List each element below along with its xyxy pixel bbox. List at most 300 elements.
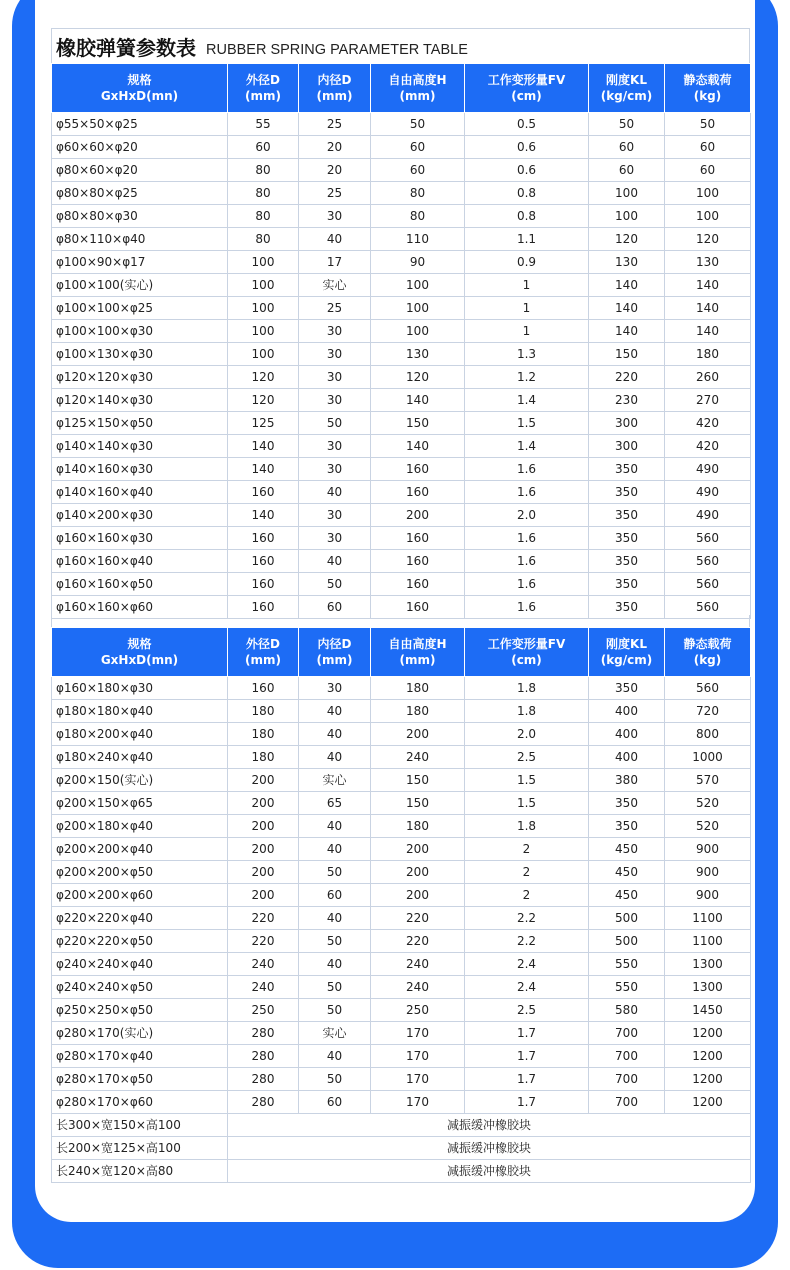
value-cell: 140: [371, 435, 465, 458]
value-cell: 140: [665, 297, 751, 320]
value-cell: 1300: [665, 953, 751, 976]
column-header: [228, 628, 299, 677]
value-cell: 140: [589, 320, 665, 343]
value-cell: 130: [665, 251, 751, 274]
value-cell: 400: [589, 723, 665, 746]
value-cell: 130: [589, 251, 665, 274]
table-row: [52, 113, 751, 136]
value-cell: 120: [665, 228, 751, 251]
description-cell: 减振缓冲橡胶块: [228, 1137, 751, 1160]
header-row: [52, 628, 751, 677]
value-cell: 2.2: [465, 930, 589, 953]
value-cell: 40: [299, 700, 371, 723]
value-cell: 140: [665, 274, 751, 297]
spec-cell: φ200×150(实心): [52, 769, 228, 792]
spec-cell: φ80×80×φ30: [52, 205, 228, 228]
table-row: [52, 297, 751, 320]
value-cell: 200: [228, 861, 299, 884]
value-cell: 实心: [299, 1022, 371, 1045]
value-cell: 120: [228, 389, 299, 412]
table-row: [52, 999, 751, 1022]
value-cell: 50: [665, 113, 751, 136]
value-cell: 100: [371, 297, 465, 320]
value-cell: 1100: [665, 930, 751, 953]
value-cell: 160: [371, 550, 465, 573]
value-cell: 700: [589, 1045, 665, 1068]
value-cell: 125: [228, 412, 299, 435]
value-cell: 160: [228, 550, 299, 573]
value-cell: 50: [299, 861, 371, 884]
spec-cell: φ140×160×φ30: [52, 458, 228, 481]
column-header-unit: (kg/cm): [600, 89, 653, 103]
value-cell: 1: [465, 297, 589, 320]
column-header-title: 刚度KL: [606, 637, 647, 651]
value-cell: 55: [228, 113, 299, 136]
value-cell: 560: [665, 550, 751, 573]
value-cell: 180: [371, 677, 465, 700]
spec-cell: φ125×150×φ50: [52, 412, 228, 435]
value-cell: 240: [371, 746, 465, 769]
value-cell: 40: [299, 746, 371, 769]
spec-cell: φ180×240×φ40: [52, 746, 228, 769]
value-cell: 60: [665, 159, 751, 182]
table-row: [52, 1022, 751, 1045]
value-cell: 200: [371, 504, 465, 527]
spec-cell: φ80×60×φ20: [52, 159, 228, 182]
value-cell: 1.6: [465, 596, 589, 619]
value-cell: 100: [228, 297, 299, 320]
value-cell: 30: [299, 504, 371, 527]
value-cell: 0.9: [465, 251, 589, 274]
value-cell: 60: [371, 136, 465, 159]
description-cell: 减振缓冲橡胶块: [228, 1160, 751, 1183]
spec-cell: φ160×160×φ60: [52, 596, 228, 619]
spec-cell: φ200×200×φ60: [52, 884, 228, 907]
table-row: [52, 228, 751, 251]
value-cell: 180: [371, 815, 465, 838]
spec-cell: φ200×200×φ40: [52, 838, 228, 861]
spec-cell: φ280×170×φ60: [52, 1091, 228, 1114]
value-cell: 400: [589, 700, 665, 723]
value-cell: 130: [371, 343, 465, 366]
value-cell: 700: [589, 1022, 665, 1045]
table-row: [52, 723, 751, 746]
value-cell: 40: [299, 723, 371, 746]
value-cell: 580: [589, 999, 665, 1022]
value-cell: 1300: [665, 976, 751, 999]
value-cell: 1.6: [465, 458, 589, 481]
table-row: [52, 769, 751, 792]
value-cell: 100: [228, 343, 299, 366]
table-row: [52, 792, 751, 815]
spec-cell: φ250×250×φ50: [52, 999, 228, 1022]
table-row: [52, 136, 751, 159]
value-cell: 240: [371, 953, 465, 976]
value-cell: 160: [228, 573, 299, 596]
value-cell: 1200: [665, 1022, 751, 1045]
value-cell: 140: [228, 435, 299, 458]
value-cell: 2.5: [465, 746, 589, 769]
value-cell: 300: [589, 435, 665, 458]
column-header-unit: (mm): [245, 89, 281, 103]
value-cell: 140: [589, 274, 665, 297]
value-cell: 50: [371, 113, 465, 136]
value-cell: 2.5: [465, 999, 589, 1022]
value-cell: 250: [371, 999, 465, 1022]
value-cell: 800: [665, 723, 751, 746]
value-cell: 1200: [665, 1068, 751, 1091]
table-row: [52, 953, 751, 976]
value-cell: 60: [228, 136, 299, 159]
table-row: [52, 251, 751, 274]
value-cell: 180: [665, 343, 751, 366]
value-cell: 170: [371, 1022, 465, 1045]
value-cell: 550: [589, 976, 665, 999]
value-cell: 20: [299, 136, 371, 159]
value-cell: 50: [299, 930, 371, 953]
value-cell: 100: [589, 182, 665, 205]
table-row: [52, 573, 751, 596]
column-header: [665, 64, 751, 113]
value-cell: 25: [299, 113, 371, 136]
spec-cell: φ200×150×φ65: [52, 792, 228, 815]
value-cell: 220: [371, 907, 465, 930]
spec-cell: φ80×110×φ40: [52, 228, 228, 251]
spec-cell: φ100×130×φ30: [52, 343, 228, 366]
value-cell: 100: [371, 274, 465, 297]
value-cell: 520: [665, 792, 751, 815]
table-row: [52, 1045, 751, 1068]
value-cell: 350: [589, 481, 665, 504]
value-cell: 0.5: [465, 113, 589, 136]
value-cell: 50: [299, 1068, 371, 1091]
value-cell: 160: [371, 458, 465, 481]
value-cell: 30: [299, 435, 371, 458]
table-row: [52, 366, 751, 389]
value-cell: 40: [299, 228, 371, 251]
value-cell: 0.6: [465, 159, 589, 182]
value-cell: 900: [665, 861, 751, 884]
value-cell: 17: [299, 251, 371, 274]
table-row: [52, 274, 751, 297]
value-cell: 1.6: [465, 527, 589, 550]
value-cell: 2: [465, 884, 589, 907]
value-cell: 1.5: [465, 769, 589, 792]
value-cell: 400: [589, 746, 665, 769]
value-cell: 150: [589, 343, 665, 366]
spec-cell: φ220×220×φ50: [52, 930, 228, 953]
spec-cell: φ240×240×φ40: [52, 953, 228, 976]
table-row: [52, 343, 751, 366]
value-cell: 60: [371, 159, 465, 182]
value-cell: 1.6: [465, 550, 589, 573]
value-cell: 160: [228, 677, 299, 700]
value-cell: 1000: [665, 746, 751, 769]
value-cell: 实心: [299, 274, 371, 297]
value-cell: 350: [589, 596, 665, 619]
value-cell: 1.4: [465, 389, 589, 412]
table-row: [52, 1091, 751, 1114]
table-row: [52, 700, 751, 723]
value-cell: 2.0: [465, 723, 589, 746]
value-cell: 900: [665, 884, 751, 907]
table-row: [52, 976, 751, 999]
title-english: RUBBER SPRING PARAMETER TABLE: [206, 42, 468, 58]
value-cell: 25: [299, 297, 371, 320]
spec-cell: φ180×180×φ40: [52, 700, 228, 723]
value-cell: 80: [228, 182, 299, 205]
value-cell: 280: [228, 1022, 299, 1045]
value-cell: 40: [299, 838, 371, 861]
column-header-title: 自由高度H: [388, 73, 447, 87]
column-header: [299, 628, 371, 677]
table-row: [52, 159, 751, 182]
value-cell: 180: [371, 700, 465, 723]
column-header-unit: (cm): [511, 653, 542, 667]
value-cell: 420: [665, 435, 751, 458]
value-cell: 40: [299, 1045, 371, 1068]
value-cell: 220: [589, 366, 665, 389]
spec-cell: φ140×200×φ30: [52, 504, 228, 527]
spec-cell: φ100×100(实心): [52, 274, 228, 297]
value-cell: 520: [665, 815, 751, 838]
value-cell: 560: [665, 527, 751, 550]
column-header: [299, 64, 371, 113]
value-cell: 30: [299, 677, 371, 700]
column-header-unit: (mm): [245, 653, 281, 667]
table-gap: [51, 615, 750, 627]
column-header: [589, 628, 665, 677]
value-cell: 1.4: [465, 435, 589, 458]
column-header-unit: GxHxD(mn): [100, 653, 179, 667]
value-cell: 170: [371, 1091, 465, 1114]
value-cell: 160: [228, 596, 299, 619]
value-cell: 500: [589, 907, 665, 930]
value-cell: 1: [465, 274, 589, 297]
spec-cell: φ160×160×φ30: [52, 527, 228, 550]
table-row: [52, 481, 751, 504]
value-cell: 65: [299, 792, 371, 815]
value-cell: 60: [299, 1091, 371, 1114]
value-cell: 490: [665, 504, 751, 527]
value-cell: 120: [228, 366, 299, 389]
value-cell: 1200: [665, 1091, 751, 1114]
value-cell: 140: [665, 320, 751, 343]
value-cell: 80: [228, 159, 299, 182]
spec-cell: 长300×宽150×高100: [52, 1114, 228, 1137]
value-cell: 1.6: [465, 573, 589, 596]
table-row: [52, 550, 751, 573]
table-row: [52, 412, 751, 435]
value-cell: 1.8: [465, 700, 589, 723]
value-cell: 40: [299, 481, 371, 504]
value-cell: 110: [371, 228, 465, 251]
value-cell: 30: [299, 343, 371, 366]
value-cell: 490: [665, 458, 751, 481]
value-cell: 100: [228, 320, 299, 343]
column-header-unit: (kg/cm): [600, 653, 653, 667]
value-cell: 1.6: [465, 481, 589, 504]
value-cell: 120: [589, 228, 665, 251]
value-cell: 140: [371, 389, 465, 412]
column-header: [52, 64, 228, 113]
value-cell: 200: [371, 884, 465, 907]
value-cell: 450: [589, 861, 665, 884]
value-cell: 2.4: [465, 976, 589, 999]
value-cell: 100: [371, 320, 465, 343]
value-cell: 100: [589, 205, 665, 228]
value-cell: 900: [665, 838, 751, 861]
value-cell: 2: [465, 861, 589, 884]
spec-cell: 长240×宽120×高80: [52, 1160, 228, 1183]
column-header: [465, 628, 589, 677]
table-row: [52, 677, 751, 700]
table-row: [52, 815, 751, 838]
spec-cell: 长200×宽125×高100: [52, 1137, 228, 1160]
value-cell: 200: [228, 838, 299, 861]
value-cell: 220: [228, 930, 299, 953]
value-cell: 50: [299, 976, 371, 999]
table-row: [52, 746, 751, 769]
value-cell: 1100: [665, 907, 751, 930]
spec-cell: φ280×170×φ50: [52, 1068, 228, 1091]
value-cell: 700: [589, 1068, 665, 1091]
spec-cell: φ80×80×φ25: [52, 182, 228, 205]
spec-cell: φ120×120×φ30: [52, 366, 228, 389]
column-header-unit: (cm): [511, 89, 542, 103]
value-cell: 250: [228, 999, 299, 1022]
column-header: [665, 628, 751, 677]
value-cell: 2.4: [465, 953, 589, 976]
value-cell: 140: [228, 458, 299, 481]
value-cell: 25: [299, 182, 371, 205]
title-chinese: 橡胶弹簧参数表: [56, 36, 196, 60]
column-header: [371, 64, 465, 113]
value-cell: 30: [299, 389, 371, 412]
block-row: [52, 1114, 751, 1137]
spec-cell: φ280×170×φ40: [52, 1045, 228, 1068]
value-cell: 0.8: [465, 205, 589, 228]
value-cell: 50: [299, 573, 371, 596]
value-cell: 80: [371, 182, 465, 205]
column-header-title: 内径D: [317, 637, 352, 651]
value-cell: 2: [465, 838, 589, 861]
value-cell: 720: [665, 700, 751, 723]
value-cell: 560: [665, 573, 751, 596]
value-cell: 350: [589, 504, 665, 527]
value-cell: 490: [665, 481, 751, 504]
spec-cell: φ140×160×φ40: [52, 481, 228, 504]
spec-cell: φ280×170(实心): [52, 1022, 228, 1045]
value-cell: 700: [589, 1091, 665, 1114]
value-cell: 1.7: [465, 1091, 589, 1114]
value-cell: 350: [589, 573, 665, 596]
value-cell: 2.0: [465, 504, 589, 527]
table-row: [52, 884, 751, 907]
value-cell: 1.8: [465, 815, 589, 838]
value-cell: 450: [589, 838, 665, 861]
value-cell: 30: [299, 458, 371, 481]
column-header: [465, 64, 589, 113]
spec-cell: φ200×180×φ40: [52, 815, 228, 838]
value-cell: 160: [371, 481, 465, 504]
table-row: [52, 435, 751, 458]
value-cell: 30: [299, 527, 371, 550]
value-cell: 150: [371, 769, 465, 792]
column-header-title: 刚度KL: [606, 73, 647, 87]
column-header-unit: (mm): [399, 89, 436, 103]
value-cell: 170: [371, 1045, 465, 1068]
value-cell: 50: [299, 412, 371, 435]
spec-cell: φ160×180×φ30: [52, 677, 228, 700]
table-row: [52, 527, 751, 550]
value-cell: 90: [371, 251, 465, 274]
block-row: [52, 1137, 751, 1160]
value-cell: 180: [228, 723, 299, 746]
value-cell: 60: [589, 159, 665, 182]
value-cell: 160: [371, 596, 465, 619]
spec-cell: φ180×200×φ40: [52, 723, 228, 746]
value-cell: 180: [228, 746, 299, 769]
value-cell: 40: [299, 907, 371, 930]
spec-cell: φ220×220×φ40: [52, 907, 228, 930]
table-row: [52, 182, 751, 205]
value-cell: 300: [589, 412, 665, 435]
table-row: [52, 930, 751, 953]
column-header-title: 外径D: [246, 73, 280, 87]
value-cell: 270: [665, 389, 751, 412]
value-cell: 50: [589, 113, 665, 136]
value-cell: 100: [228, 251, 299, 274]
column-header-title: 静态载荷: [683, 637, 732, 651]
column-header-title: 工作变形量FV: [487, 73, 566, 87]
table-row: [52, 389, 751, 412]
value-cell: 380: [589, 769, 665, 792]
value-cell: 1.7: [465, 1045, 589, 1068]
value-cell: 200: [371, 723, 465, 746]
value-cell: 1.5: [465, 792, 589, 815]
block-row: [52, 1160, 751, 1183]
value-cell: 350: [589, 792, 665, 815]
value-cell: 160: [228, 481, 299, 504]
parameter-table-2: [51, 627, 751, 1183]
spec-cell: φ120×140×φ30: [52, 389, 228, 412]
value-cell: 140: [228, 504, 299, 527]
spec-cell: φ140×140×φ30: [52, 435, 228, 458]
table-row: [52, 1068, 751, 1091]
value-cell: 560: [665, 596, 751, 619]
spec-cell: φ60×60×φ20: [52, 136, 228, 159]
value-cell: 550: [589, 953, 665, 976]
value-cell: 220: [228, 907, 299, 930]
value-cell: 280: [228, 1091, 299, 1114]
value-cell: 1.1: [465, 228, 589, 251]
value-cell: 230: [589, 389, 665, 412]
value-cell: 1.5: [465, 412, 589, 435]
value-cell: 1450: [665, 999, 751, 1022]
value-cell: 180: [228, 700, 299, 723]
value-cell: 1.2: [465, 366, 589, 389]
value-cell: 200: [228, 792, 299, 815]
value-cell: 80: [228, 205, 299, 228]
column-header-unit: (mm): [399, 653, 436, 667]
value-cell: 100: [665, 182, 751, 205]
value-cell: 150: [371, 792, 465, 815]
value-cell: 200: [371, 861, 465, 884]
value-cell: 40: [299, 953, 371, 976]
value-cell: 30: [299, 366, 371, 389]
spec-cell: φ160×160×φ40: [52, 550, 228, 573]
